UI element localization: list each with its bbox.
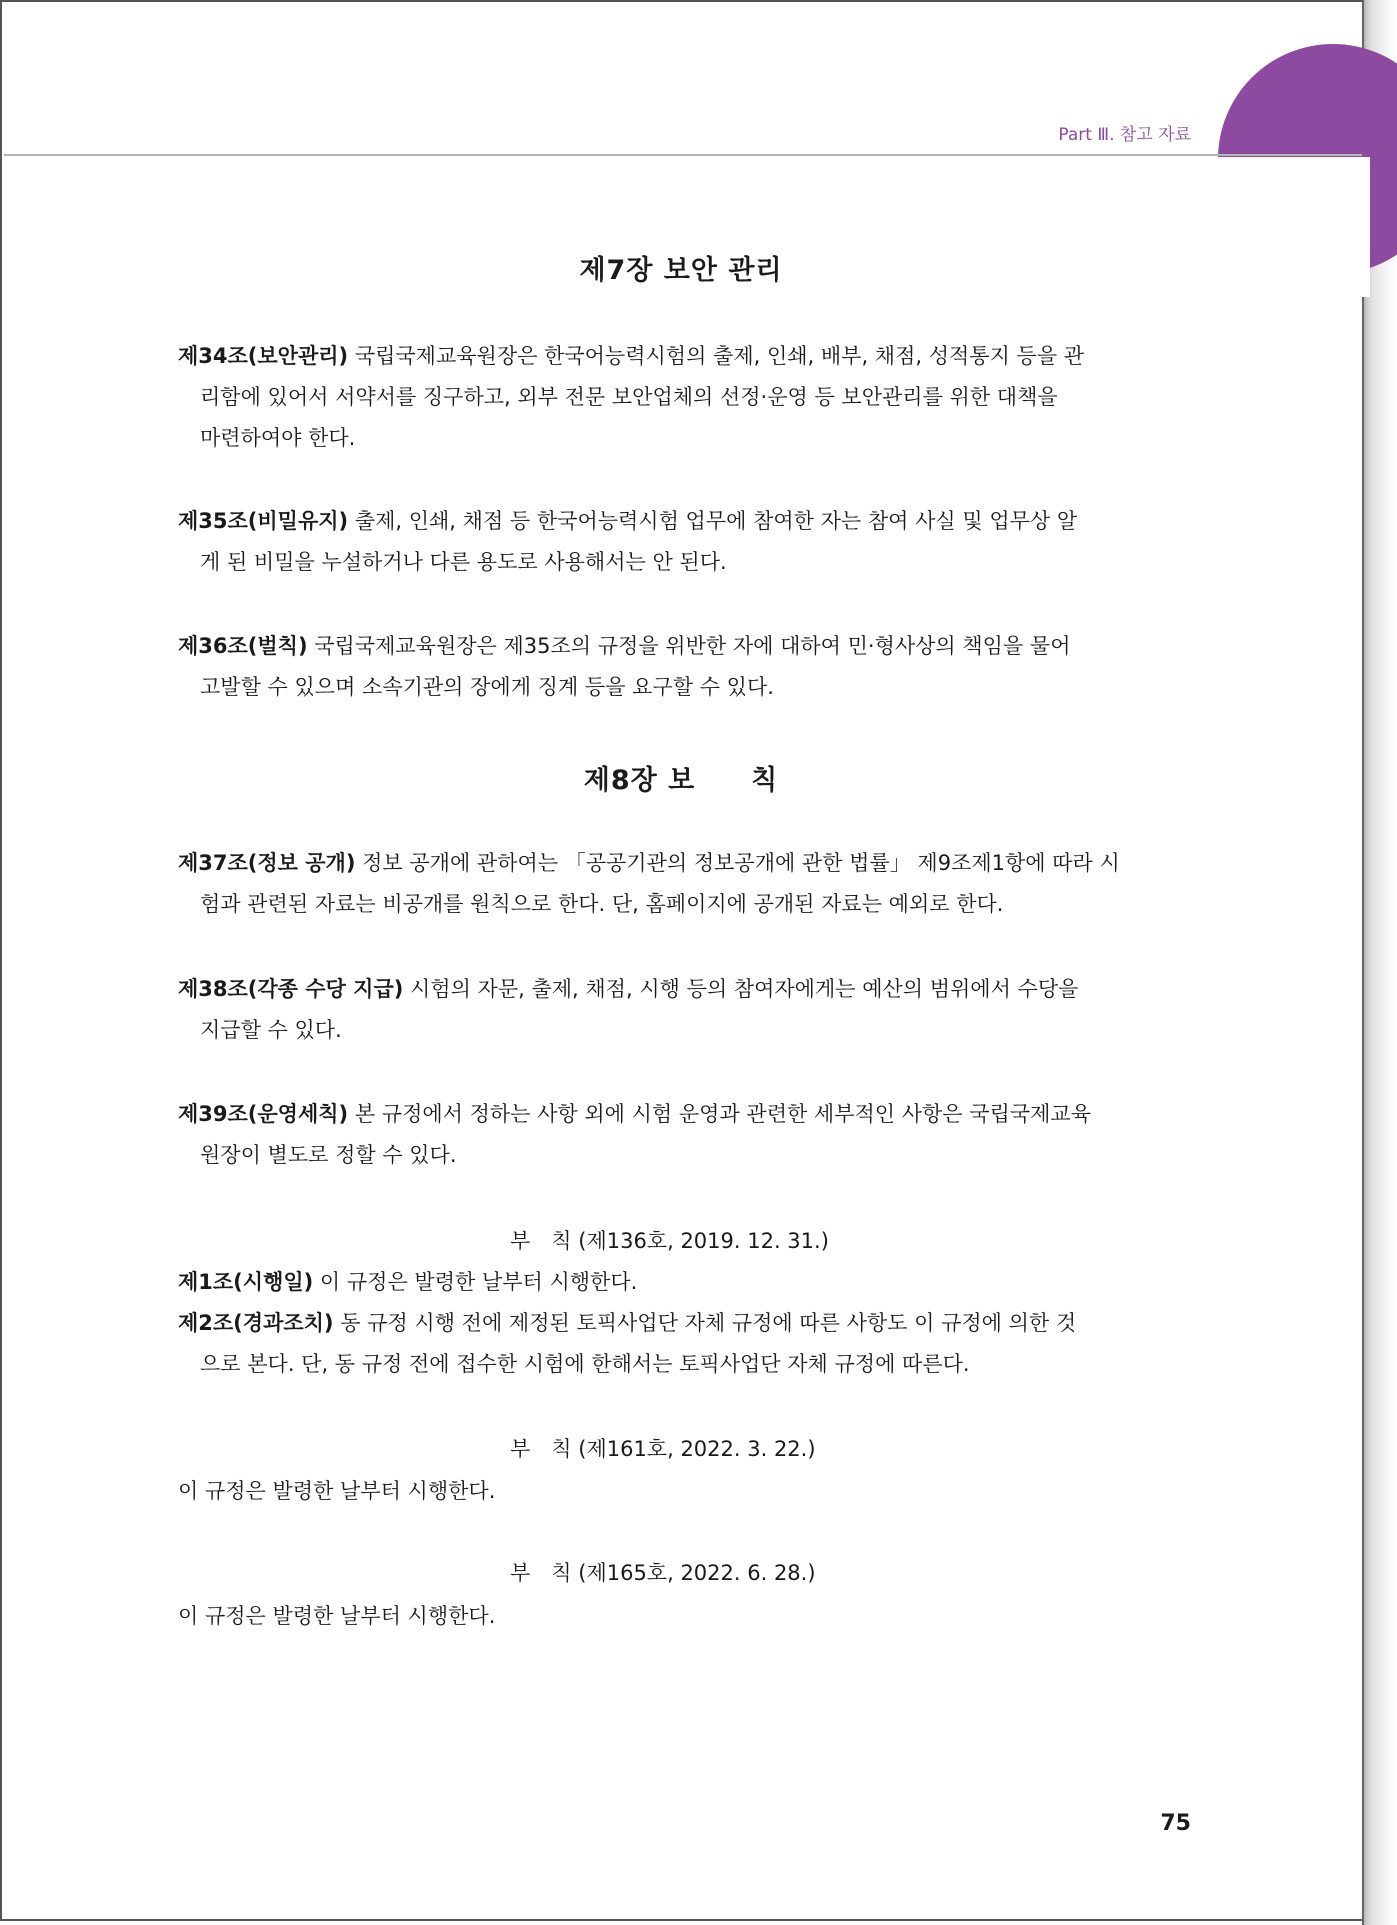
article-38-line-1: 시험의 자문, 출제, 채점, 시행 등의 참여자에게는 예산의 범위에서 수당을 [403, 977, 1079, 1001]
article-36 [178, 626, 1190, 708]
article-39-line-1: 본 규정에서 정하는 사항 외에 시험 운영과 관련한 세부적인 사항은 국립국제교육 [348, 1102, 1092, 1126]
article-36-line-2: 고발할 수 있으며 소속기관의 장에게 징계 등을 요구할 수 있다. [200, 675, 774, 699]
article-34-line-3: 마련하여야 한다. [200, 426, 356, 450]
supplementary-2-text: 이 규정은 발령한 날부터 시행한다. [178, 1479, 496, 1503]
article-34 [178, 336, 1190, 459]
article-35-line-1: 출제, 인쇄, 채점 등 한국어능력시험 업무에 참여한 자는 참여 사실 및 업무상 알 [348, 509, 1078, 533]
article-34-lead: 제34조(보안관리) [178, 344, 349, 368]
article-35 [178, 501, 1190, 583]
article-39-line-2: 원장이 별도로 정할 수 있다. [200, 1143, 457, 1167]
supplementary-1-article-2 [178, 1303, 1190, 1385]
chapter-8-title: 제8장 보 칙 [583, 765, 779, 796]
article-35-line-2: 게 된 비밀을 누설하거나 다른 용도로 사용해서는 안 된다. [200, 550, 727, 574]
article-37 [178, 843, 1190, 925]
page-number: 75 [1160, 1811, 1191, 1836]
article-34-line-2: 리함에 있어서 서약서를 징구하고, 외부 전문 보안업체의 선정·운영 등 보안관리를 위한 대책을 [200, 385, 1058, 409]
supplementary-1-article-1-text: 이 규정은 발령한 날부터 시행한다. [313, 1270, 638, 1294]
article-38-lead: 제38조(각종 수당 지급) [178, 977, 404, 1001]
chapter-7-title: 제7장 보안 관리 [579, 255, 783, 286]
article-36-lead: 제36조(벌칙) [178, 634, 308, 658]
supplementary-1-article-1-lead: 제1조(시행일) [178, 1270, 314, 1294]
supplementary-1-heading: 부 칙 (제136호, 2019. 12. 31.) [510, 1229, 829, 1253]
header-rule [4, 154, 1362, 156]
supplementary-1-article-2-line-2: 으로 본다. 단, 동 규정 전에 접수한 시험에 한해서는 토픽사업단 자체 규정에 따른다. [200, 1352, 970, 1376]
article-35-lead: 제35조(비밀유지) [178, 509, 349, 533]
article-38 [178, 969, 1190, 1051]
article-36-line-1: 국립국제교육원장은 제35조의 규정을 위반한 자에 대하여 민·형사상의 책임을 물어 [307, 634, 1071, 658]
supplementary-2-heading: 부 칙 (제161호, 2022. 3. 22.) [510, 1437, 816, 1461]
supplementary-3-heading: 부 칙 (제165호, 2022. 6. 28.) [510, 1561, 816, 1585]
article-39-lead: 제39조(운영세칙) [178, 1102, 349, 1126]
article-37-line-1: 정보 공개에 관하여는 「공공기관의 정보공개에 관한 법률」 제9조제1항에 따라 시 [355, 851, 1120, 875]
article-34-line-1: 국립국제교육원장은 한국어능력시험의 출제, 인쇄, 배부, 채점, 성적통지 등을 관 [348, 344, 1085, 368]
running-head: Part Ⅲ. 참고 자료 [1058, 125, 1191, 145]
article-37-lead: 제37조(정보 공개) [178, 851, 356, 875]
supplementary-1-article-1 [178, 1262, 1190, 1303]
article-39 [178, 1094, 1190, 1176]
supplementary-1-article-2-lead: 제2조(경과조치) [178, 1311, 334, 1335]
article-38-line-2: 지급할 수 있다. [200, 1018, 342, 1042]
supplementary-3-text: 이 규정은 발령한 날부터 시행한다. [178, 1604, 496, 1628]
article-37-line-2: 험과 관련된 자료는 비공개를 원칙으로 한다. 단, 홈페이지에 공개된 자료는 예외로 한다. [200, 892, 1004, 916]
supplementary-1-article-2-line-1: 동 규정 시행 전에 제정된 토픽사업단 자체 규정에 따른 사항도 이 규정에 의한 것 [333, 1311, 1077, 1335]
